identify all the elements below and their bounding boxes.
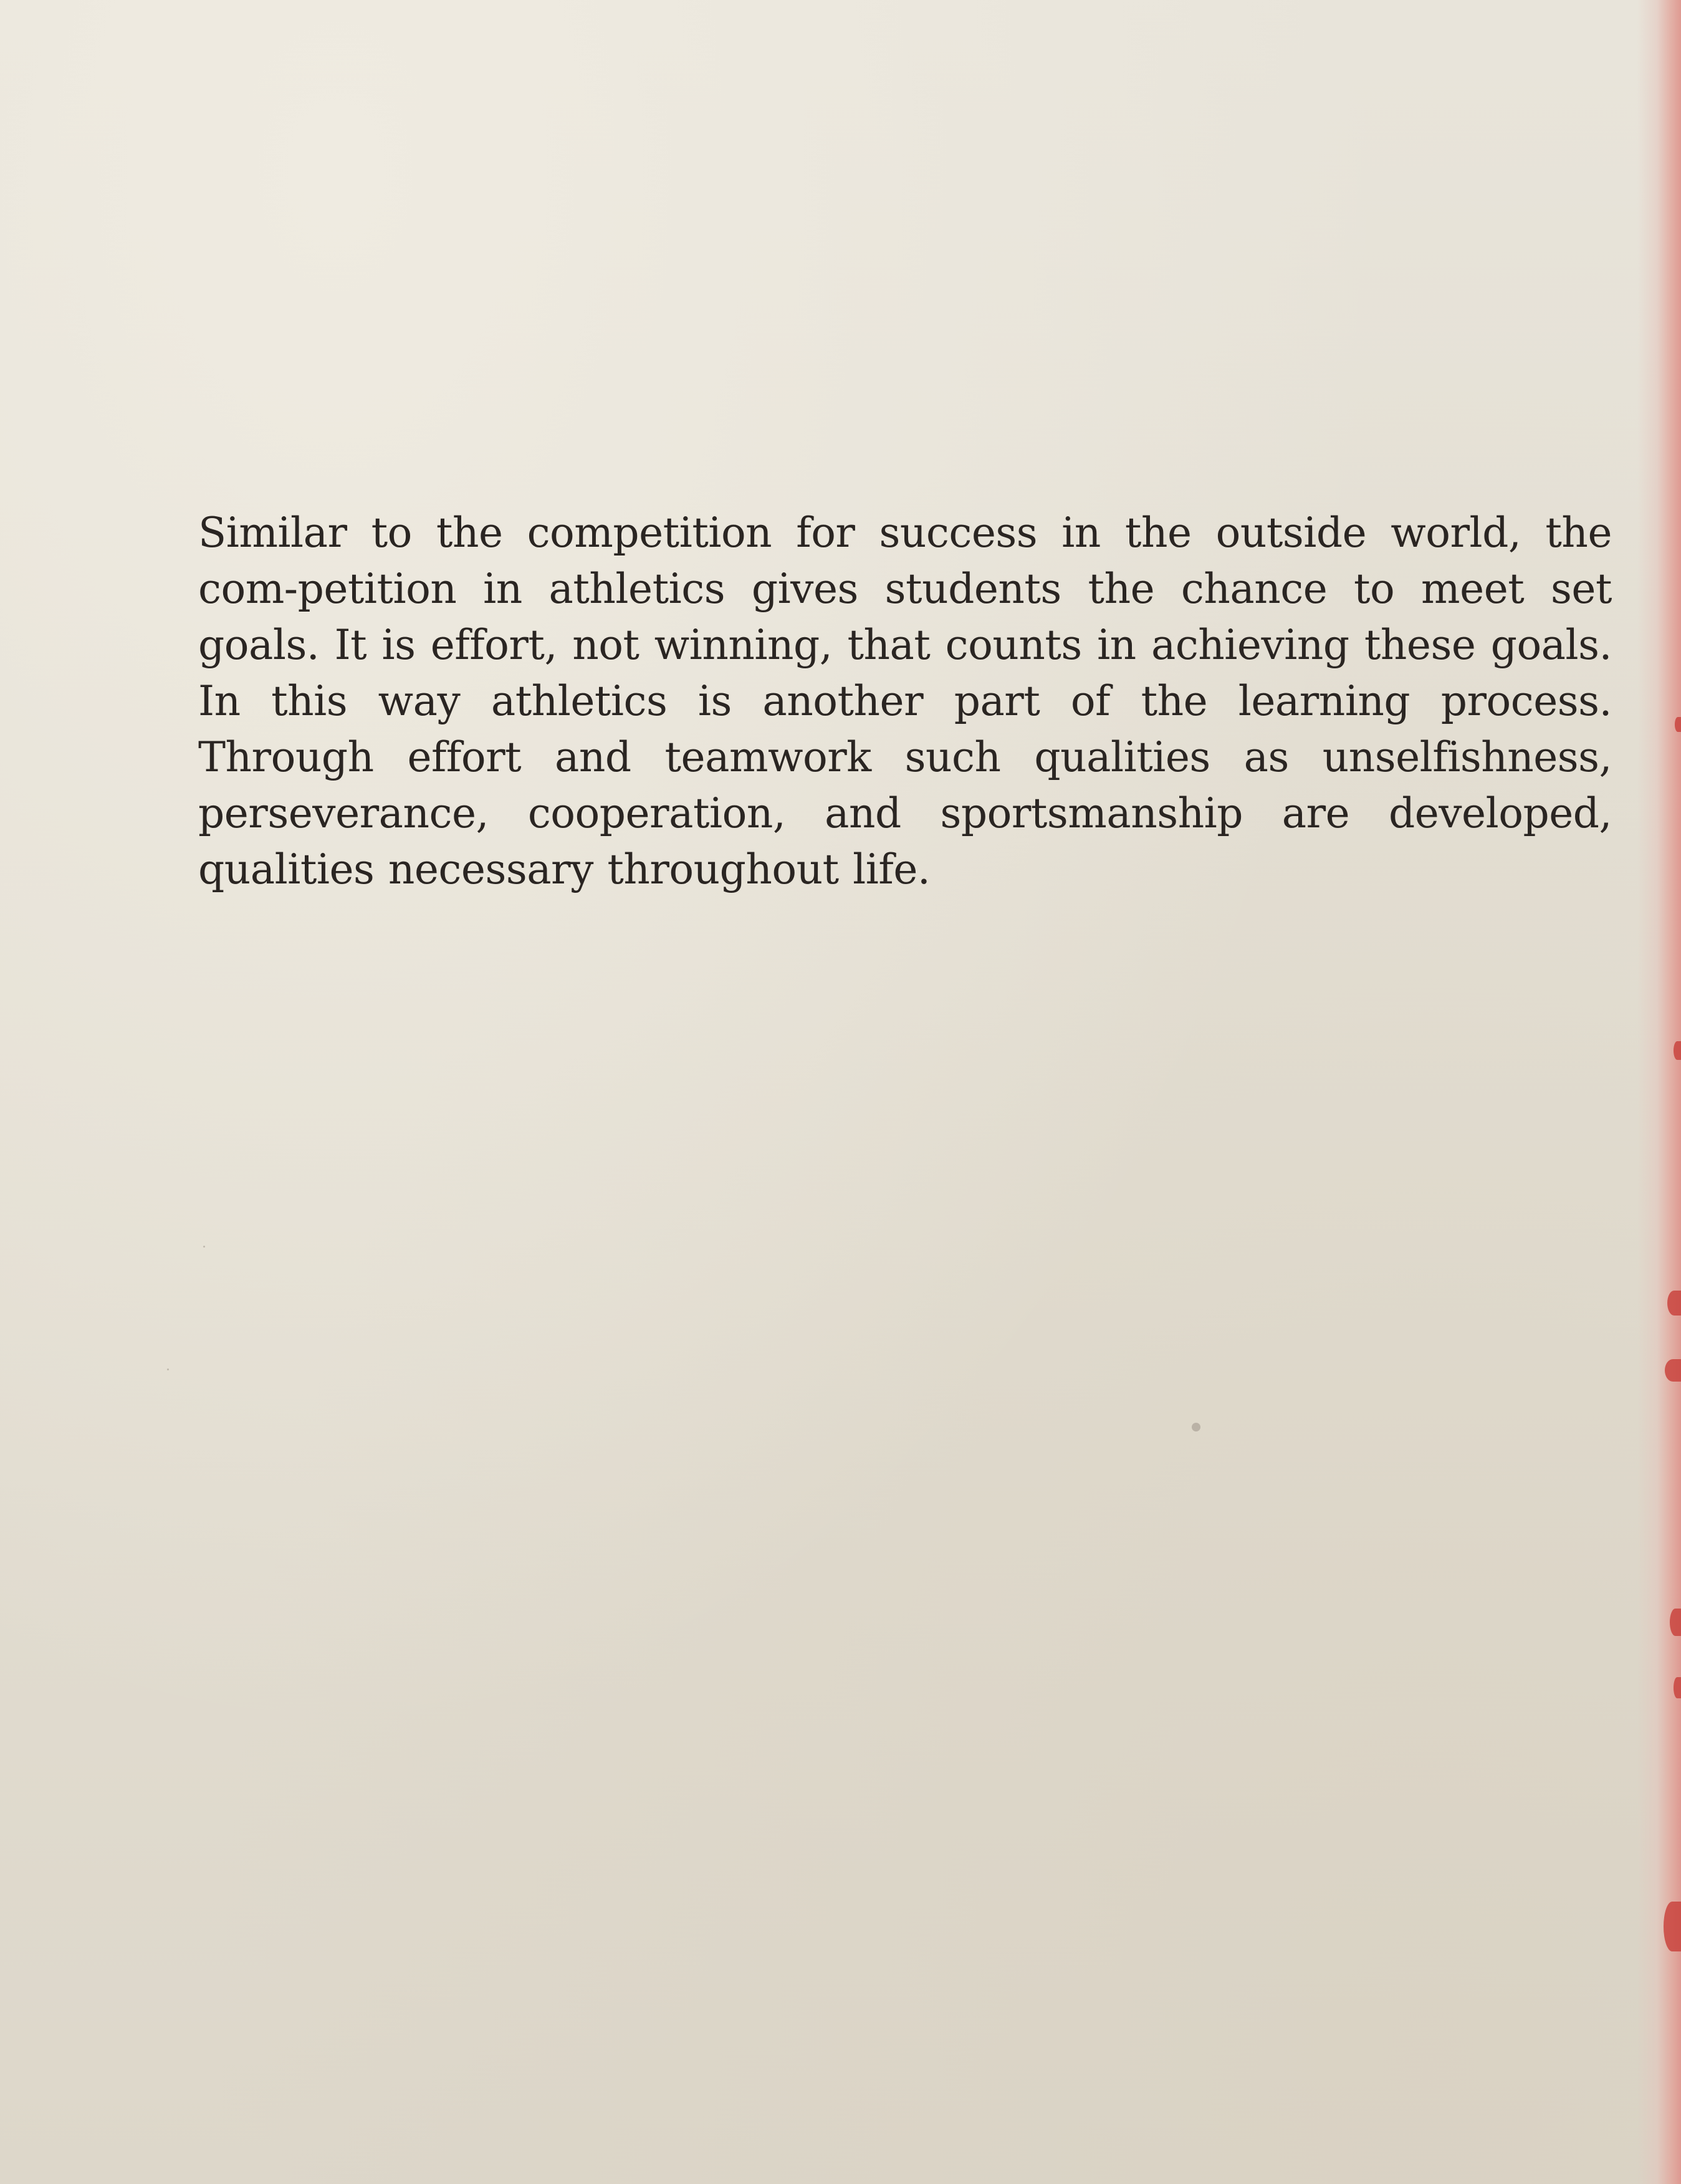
bleed-mark xyxy=(1670,1609,1681,1636)
bleed-mark xyxy=(1665,1359,1681,1382)
paper-speck xyxy=(167,1369,169,1370)
body-paragraph: Similar to the competition for success in the outside world, the com-petition in athletics gives students the chance to meet set goals. It is effort, not winning, that counts in achieving these goals. In this way athletics is another part of the learning process. Through effort and teamwork such qualities as unselfishness, perseverance, cooperation, and sportsmanship are developed, qualities necessary throughout life. xyxy=(198,509,1612,893)
page-edge-bleed xyxy=(1637,0,1681,2184)
bleed-mark xyxy=(1674,1677,1681,1698)
bleed-mark xyxy=(1664,1902,1681,1951)
bleed-mark xyxy=(1674,1041,1681,1060)
bleed-mark xyxy=(1675,717,1681,732)
paper-speck xyxy=(1192,1423,1200,1431)
bleed-mark xyxy=(1667,1291,1681,1316)
paper-speck xyxy=(203,1246,205,1248)
